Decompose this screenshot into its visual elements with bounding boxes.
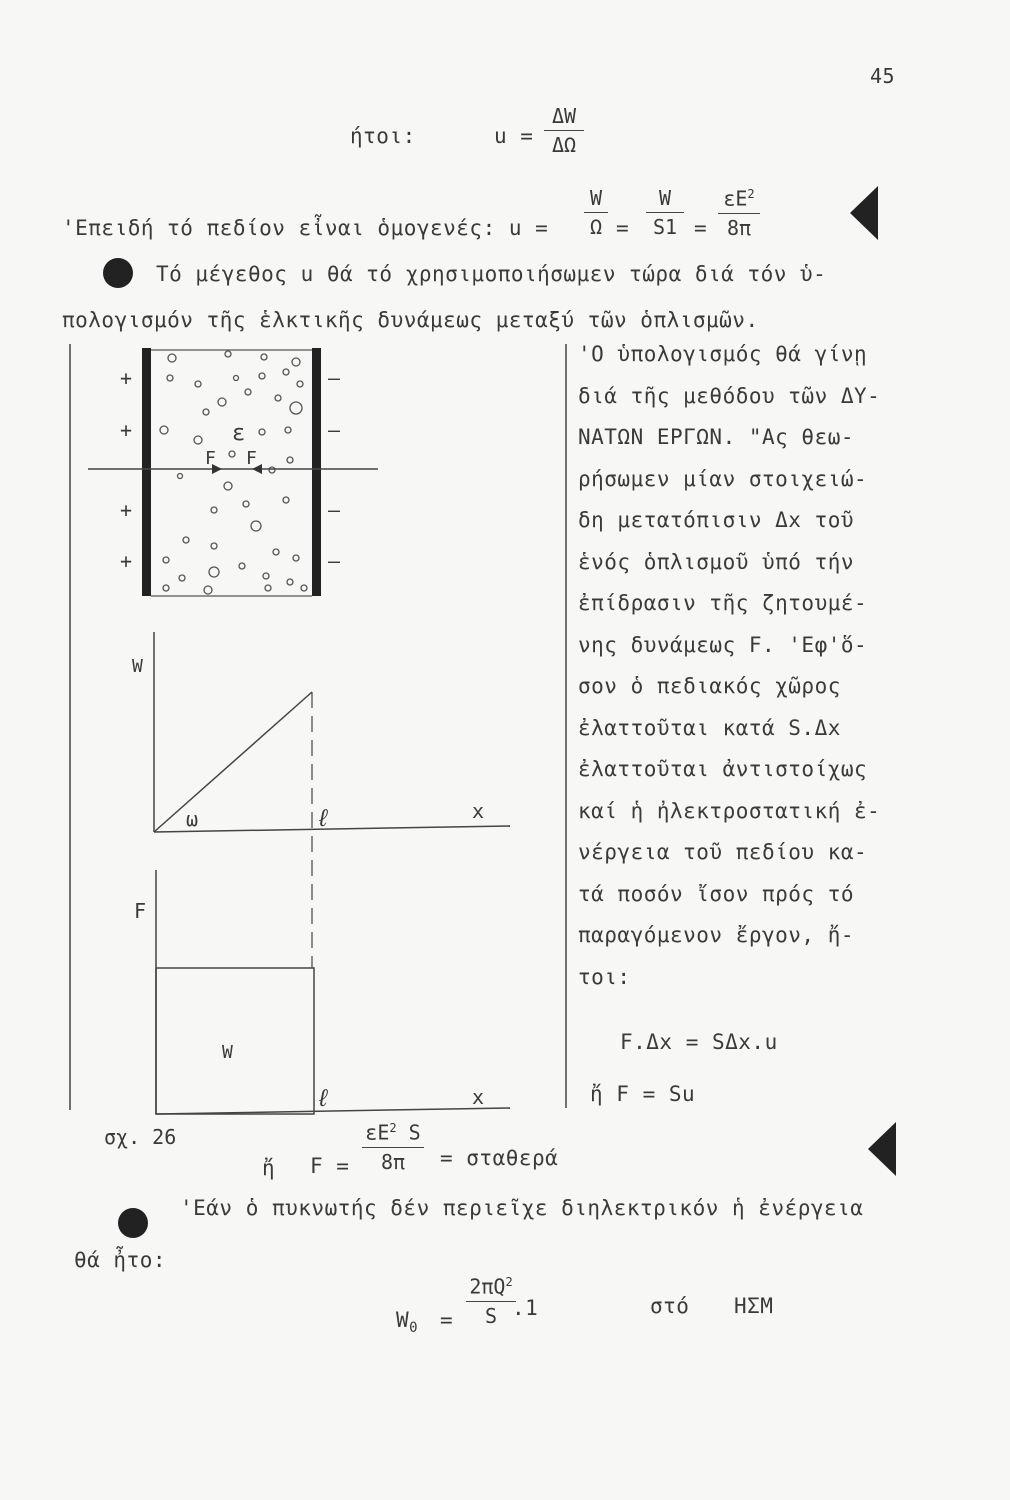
right-line: ἐλαττοῦται ἀντιστοίχως bbox=[578, 757, 868, 781]
eq3-rhs: = σταθερά bbox=[440, 1146, 559, 1170]
right-line: σον ὁ πεδιακός χῶρος bbox=[578, 674, 841, 698]
eq3-den: 8π bbox=[380, 1149, 406, 1174]
eq4-unit-text: στό bbox=[650, 1294, 690, 1318]
right-line: δη μετατόπισιν Δx τοῦ bbox=[578, 508, 855, 532]
capacitor-plate-right bbox=[312, 348, 321, 596]
eq4-num-exp: 2 bbox=[505, 1275, 513, 1289]
minus-sign: — bbox=[328, 366, 341, 390]
eq2-equals-a: = bbox=[616, 216, 630, 240]
eq-force-line1: F.Δx = SΔx.u bbox=[620, 1030, 778, 1054]
right-line: καί ἡ ἠλεκτροστατική ἐ- bbox=[578, 798, 881, 823]
eq3-num-tail: S bbox=[408, 1120, 421, 1145]
margin-triangle-marker bbox=[868, 1122, 896, 1176]
eq2-f3-den: 8π bbox=[726, 215, 752, 240]
right-line: τοι: bbox=[578, 964, 631, 989]
plus-sign: + bbox=[120, 498, 133, 522]
force-label-left: F bbox=[205, 448, 216, 469]
eq3-num-main: εE bbox=[365, 1120, 390, 1145]
minus-sign: — bbox=[328, 549, 341, 573]
bullet-dot bbox=[118, 1208, 148, 1238]
eq2-f2-den: S1 bbox=[652, 215, 678, 239]
right-line: νης δυνάμεως F. 'Εφ'ὅ- bbox=[578, 632, 868, 657]
para1-line2: πολογισμόν τῆς ἑλκτικῆς δυνάμεως μεταξύ τῶν ὁπλισμῶν. bbox=[62, 308, 759, 332]
eq4-den: S bbox=[484, 1303, 498, 1328]
right-line: ἐπίδρασιν τῆς ζητουμέ- bbox=[578, 591, 868, 615]
f-graph-x-axis bbox=[156, 1108, 510, 1114]
eq3-num-exp: 2 bbox=[389, 1121, 397, 1135]
f-graph-rectangle bbox=[156, 968, 314, 1114]
w-x-label: x bbox=[472, 799, 485, 823]
eq1-lhs: u = bbox=[494, 124, 534, 148]
angle-label: ω bbox=[186, 807, 199, 831]
eq4-tail: .1 bbox=[512, 1296, 539, 1320]
plus-sign: + bbox=[120, 366, 133, 390]
eq-force-line2: ἤ F = Su bbox=[590, 1082, 696, 1106]
eq2-f3-num: εE bbox=[723, 186, 748, 211]
capacitor-plate-left bbox=[142, 348, 151, 596]
plus-sign: + bbox=[120, 418, 133, 442]
eq2-text: 'Επειδή τό πεδίον εἶναι ὁμογενές: u = bbox=[62, 216, 549, 240]
f-area-label: W bbox=[222, 1042, 233, 1063]
right-line: παραγόμενον ἔργον, ἤ- bbox=[578, 923, 855, 947]
right-line: τά ποσόν ἴσον πρός τό bbox=[578, 881, 855, 906]
w-graph-x-axis bbox=[154, 826, 510, 832]
eq4-unit: ΗΣΜ bbox=[734, 1294, 774, 1318]
eq4-num-main: 2πQ bbox=[469, 1274, 506, 1299]
w-axis-label: W bbox=[132, 656, 143, 677]
f-x-label: x bbox=[472, 1085, 485, 1109]
eq3-fraction bbox=[362, 1122, 424, 1172]
para2-line1: 'Εάν ὁ πυκνωτής δέν περιεῖχε διηλεκτρικόν ἡ ἐνέργεια bbox=[180, 1196, 864, 1220]
eq3-lead: ἤ bbox=[262, 1156, 276, 1180]
eq2-f2-num: W bbox=[658, 186, 672, 210]
para2-line2: θά ἦτο: bbox=[74, 1248, 167, 1272]
page-number: 45 bbox=[870, 64, 896, 88]
eq3-lhs: F = bbox=[310, 1154, 350, 1178]
right-line: νέργεια τοῦ πεδίου κα- bbox=[578, 840, 868, 864]
dielectric-bubbles bbox=[160, 351, 307, 594]
eq2-f3-exp: 2 bbox=[747, 187, 755, 201]
eq4-lhs-sub: 0 bbox=[409, 1320, 419, 1337]
eq4-lhs-main: W bbox=[396, 1308, 410, 1332]
minus-sign: — bbox=[328, 418, 341, 442]
right-line: ΝΑΤΩΝ ΕΡΓΩΝ. "Ας θεω- bbox=[578, 425, 855, 449]
eq4-lhs bbox=[396, 1310, 418, 1335]
eq2-equals-b: = bbox=[694, 216, 708, 240]
right-line: διά τῆς μεθόδου τῶν ΔΥ- bbox=[578, 383, 881, 408]
eq4-fraction bbox=[466, 1276, 516, 1326]
right-line: ἐλαττοῦται κατά S.Δx bbox=[578, 715, 841, 740]
para1-line1: Τό μέγεθος u θά τό χρησιμοποιήσωμεν τώρα διά τόν ὑ- bbox=[156, 262, 827, 286]
force-label-right: F bbox=[246, 448, 257, 469]
eq1-numerator: ΔW bbox=[551, 104, 577, 128]
eq2-f1-num: W bbox=[589, 186, 603, 210]
eq4-equals: = bbox=[440, 1308, 454, 1332]
f-l-label: ℓ bbox=[316, 1084, 331, 1112]
w-graph-line bbox=[154, 692, 312, 832]
f-axis-label: F bbox=[134, 899, 147, 923]
minus-sign: — bbox=[328, 498, 341, 522]
eq2-f1-den: Ω bbox=[589, 215, 603, 239]
eq1-lead: ήτοι: bbox=[350, 124, 416, 148]
right-line: ρήσωμεν μίαν στοιχειώ- bbox=[578, 466, 868, 491]
eq1-denominator: ΔΩ bbox=[551, 133, 577, 157]
right-line: 'Ο ὑπολογισμός θά γίνῃ bbox=[578, 342, 868, 366]
w-l-label: ℓ bbox=[316, 804, 331, 832]
figure-caption: σχ. 26 bbox=[104, 1125, 177, 1149]
right-line: ἑνός ὁπλισμοῦ ὑπό τήν bbox=[578, 549, 855, 574]
epsilon-label: ε bbox=[232, 421, 246, 446]
plus-sign: + bbox=[120, 549, 133, 573]
